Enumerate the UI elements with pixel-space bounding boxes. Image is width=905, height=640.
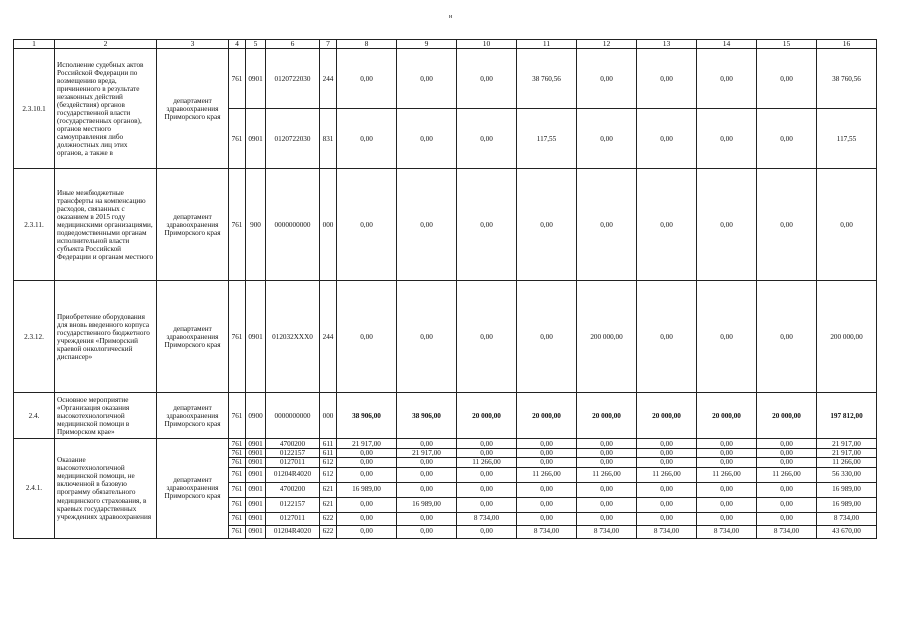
measure-name-cell bbox=[55, 393, 157, 439]
grbs-code: 761 bbox=[229, 525, 246, 538]
table-row bbox=[14, 49, 877, 109]
amount-cell: 0,00 bbox=[757, 49, 817, 109]
amount-cell: 20 000,00 bbox=[637, 393, 697, 439]
grbs-code: 761 bbox=[229, 458, 246, 467]
amount-cell: 0,00 bbox=[817, 169, 877, 281]
measure-name: Приобретение оборудования для вновь введенного корпуса государственного бюджетного учреждения «Приморский краевой онкологический диспансер» bbox=[57, 312, 150, 362]
target-article: 4700200 bbox=[266, 439, 320, 449]
table-row bbox=[14, 281, 877, 393]
target-article: 012032XXX0 bbox=[266, 281, 320, 393]
amount-cell: 8 734,00 bbox=[817, 512, 877, 525]
grbs-code: 761 bbox=[229, 482, 246, 497]
measure-name: Основное мероприятие «Организация оказания высокотехнологичной медицинской помощи в Приморском крае» bbox=[57, 395, 130, 436]
expense-type: 831 bbox=[320, 109, 337, 169]
amount-cell: 11 266,00 bbox=[637, 467, 697, 482]
column-number: 14 bbox=[697, 40, 757, 49]
amount-cell: 0,00 bbox=[337, 109, 397, 169]
amount-cell: 0,00 bbox=[457, 482, 517, 497]
amount-cell: 0,00 bbox=[577, 497, 637, 512]
amount-cell: 0,00 bbox=[757, 458, 817, 467]
measure-name-cell bbox=[55, 281, 157, 393]
target-article: 4700200 bbox=[266, 482, 320, 497]
expense-type: 000 bbox=[320, 393, 337, 439]
amount-cell: 0,00 bbox=[757, 512, 817, 525]
amount-cell: 0,00 bbox=[457, 281, 517, 393]
amount-cell: 8 734,00 bbox=[637, 525, 697, 538]
amount-cell: 0,00 bbox=[637, 49, 697, 109]
grbs-code: 761 bbox=[229, 497, 246, 512]
amount-cell: 0,00 bbox=[337, 467, 397, 482]
target-article: 0122157 bbox=[266, 449, 320, 458]
amount-cell: 0,00 bbox=[457, 49, 517, 109]
amount-cell: 8 734,00 bbox=[457, 512, 517, 525]
expense-type: 244 bbox=[320, 281, 337, 393]
target-article: 0120722030 bbox=[266, 109, 320, 169]
amount-cell: 0,00 bbox=[337, 497, 397, 512]
amount-cell: 0,00 bbox=[397, 458, 457, 467]
amount-cell: 0,00 bbox=[757, 497, 817, 512]
amount-cell: 0,00 bbox=[397, 49, 457, 109]
row-number: 2.3.12. bbox=[14, 281, 55, 393]
amount-cell: 197 812,00 bbox=[817, 393, 877, 439]
grbs-code: 761 bbox=[229, 281, 246, 393]
section-code: 0900 bbox=[246, 393, 266, 439]
section-code: 900 bbox=[246, 169, 266, 281]
amount-cell: 0,00 bbox=[457, 467, 517, 482]
executor: департамент здравоохранения Приморского края bbox=[157, 439, 229, 538]
grbs-code: 761 bbox=[229, 49, 246, 109]
amount-cell: 38 906,00 bbox=[337, 393, 397, 439]
row-number: 2.3.11. bbox=[14, 169, 55, 281]
amount-cell: 0,00 bbox=[397, 439, 457, 449]
amount-cell: 16 989,00 bbox=[397, 497, 457, 512]
amount-cell: 0,00 bbox=[757, 109, 817, 169]
executor: департамент здравоохранения Приморского края bbox=[157, 393, 229, 439]
section-code: 0901 bbox=[246, 525, 266, 538]
expense-type: 244 bbox=[320, 49, 337, 109]
amount-cell: 38 906,00 bbox=[397, 393, 457, 439]
section-code: 0901 bbox=[246, 109, 266, 169]
amount-cell: 0,00 bbox=[757, 482, 817, 497]
amount-cell: 0,00 bbox=[697, 512, 757, 525]
expense-type: 000 bbox=[320, 169, 337, 281]
column-number: 11 bbox=[517, 40, 577, 49]
amount-cell: 0,00 bbox=[637, 281, 697, 393]
amount-cell: 0,00 bbox=[457, 497, 517, 512]
amount-cell: 0,00 bbox=[397, 512, 457, 525]
table-row bbox=[14, 439, 877, 449]
page-number: н bbox=[449, 14, 453, 20]
amount-cell: 8 734,00 bbox=[757, 525, 817, 538]
column-number: 10 bbox=[457, 40, 517, 49]
amount-cell: 21 917,00 bbox=[337, 439, 397, 449]
amount-cell: 0,00 bbox=[637, 169, 697, 281]
section-code: 0901 bbox=[246, 281, 266, 393]
amount-cell: 200 000,00 bbox=[817, 281, 877, 393]
amount-cell: 21 917,00 bbox=[397, 449, 457, 458]
amount-cell: 0,00 bbox=[757, 439, 817, 449]
row-number: 2.3.10.1 bbox=[14, 49, 55, 169]
amount-cell: 0,00 bbox=[697, 458, 757, 467]
column-number: 9 bbox=[397, 40, 457, 49]
amount-cell: 56 330,00 bbox=[817, 467, 877, 482]
measure-name: Иные межбюджетные трансферты на компенсацию расходов, связанных с оказанием в 2015 году медицинскими организациями, подведомственными органам исполнительной власти субъекта Российской Федерации и органам местного bbox=[57, 188, 154, 262]
column-number: 6 bbox=[266, 40, 320, 49]
amount-cell: 0,00 bbox=[457, 439, 517, 449]
amount-cell: 117,55 bbox=[817, 109, 877, 169]
amount-cell: 0,00 bbox=[697, 281, 757, 393]
amount-cell: 0,00 bbox=[757, 281, 817, 393]
amount-cell: 0,00 bbox=[697, 109, 757, 169]
column-number: 13 bbox=[637, 40, 697, 49]
amount-cell: 0,00 bbox=[397, 467, 457, 482]
grbs-code: 761 bbox=[229, 439, 246, 449]
target-article: 0000000000 bbox=[266, 393, 320, 439]
row-number: 2.4.1. bbox=[14, 439, 55, 538]
amount-cell: 200 000,00 bbox=[577, 281, 637, 393]
amount-cell: 11 266,00 bbox=[697, 467, 757, 482]
column-number: 8 bbox=[337, 40, 397, 49]
measure-name: Оказание высокотехнологичной медицинской помощи, не включенной в базовую программу обязательного медицинского страхования, в краевых государственных учреждениях здравоохранения bbox=[57, 456, 152, 521]
amount-cell: 0,00 bbox=[577, 512, 637, 525]
column-number: 16 bbox=[817, 40, 877, 49]
amount-cell: 0,00 bbox=[337, 49, 397, 109]
table-row bbox=[14, 169, 877, 281]
amount-cell: 0,00 bbox=[397, 169, 457, 281]
budget-table bbox=[13, 39, 877, 539]
amount-cell: 43 670,00 bbox=[817, 525, 877, 538]
table-row bbox=[14, 393, 877, 439]
target-article: 0127011 bbox=[266, 512, 320, 525]
measure-name: Исполнение судебных актов Российской Федерации по возмещению вреда, причиненного в результате незаконных действий (бездействия) органов государственной власти (государственных органов), органов местного самоуправления либо должностных лиц этих органов, а также в bbox=[57, 60, 144, 158]
amount-cell: 0,00 bbox=[337, 449, 397, 458]
amount-cell: 8 734,00 bbox=[577, 525, 637, 538]
amount-cell: 20 000,00 bbox=[577, 393, 637, 439]
column-number: 1 bbox=[14, 40, 55, 49]
amount-cell: 0,00 bbox=[457, 169, 517, 281]
amount-cell: 16 989,00 bbox=[817, 497, 877, 512]
amount-cell: 20 000,00 bbox=[457, 393, 517, 439]
grbs-code: 761 bbox=[229, 109, 246, 169]
grbs-code: 761 bbox=[229, 467, 246, 482]
expense-type: 621 bbox=[320, 497, 337, 512]
amount-cell: 20 000,00 bbox=[757, 393, 817, 439]
amount-cell: 11 266,00 bbox=[517, 467, 577, 482]
amount-cell: 0,00 bbox=[697, 482, 757, 497]
amount-cell: 0,00 bbox=[577, 449, 637, 458]
amount-cell: 0,00 bbox=[577, 439, 637, 449]
column-number: 2 bbox=[55, 40, 157, 49]
amount-cell: 20 000,00 bbox=[697, 393, 757, 439]
target-article: 0127011 bbox=[266, 458, 320, 467]
amount-cell: 0,00 bbox=[637, 449, 697, 458]
amount-cell: 0,00 bbox=[697, 49, 757, 109]
column-number: 4 bbox=[229, 40, 246, 49]
expense-type: 622 bbox=[320, 525, 337, 538]
amount-cell: 117,55 bbox=[517, 109, 577, 169]
section-code: 0901 bbox=[246, 449, 266, 458]
amount-cell: 11 266,00 bbox=[817, 458, 877, 467]
expense-type: 612 bbox=[320, 458, 337, 467]
executor: департамент здравоохранения Приморского края bbox=[157, 49, 229, 169]
amount-cell: 0,00 bbox=[517, 449, 577, 458]
column-number: 5 bbox=[246, 40, 266, 49]
column-number: 15 bbox=[757, 40, 817, 49]
amount-cell: 0,00 bbox=[337, 512, 397, 525]
amount-cell: 0,00 bbox=[697, 439, 757, 449]
section-code: 0901 bbox=[246, 439, 266, 449]
target-article: 0000000000 bbox=[266, 169, 320, 281]
amount-cell: 0,00 bbox=[397, 281, 457, 393]
column-number: 7 bbox=[320, 40, 337, 49]
amount-cell: 0,00 bbox=[337, 458, 397, 467]
amount-cell: 0,00 bbox=[517, 497, 577, 512]
amount-cell: 8 734,00 bbox=[697, 525, 757, 538]
target-article: 0122157 bbox=[266, 497, 320, 512]
expense-type: 622 bbox=[320, 512, 337, 525]
column-number: 12 bbox=[577, 40, 637, 49]
amount-cell: 0,00 bbox=[397, 525, 457, 538]
amount-cell: 0,00 bbox=[457, 525, 517, 538]
amount-cell: 0,00 bbox=[517, 512, 577, 525]
grbs-code: 761 bbox=[229, 169, 246, 281]
amount-cell: 0,00 bbox=[577, 169, 637, 281]
header-row bbox=[14, 40, 877, 49]
amount-cell: 0,00 bbox=[757, 449, 817, 458]
expense-type: 612 bbox=[320, 467, 337, 482]
target-article: 0120722030 bbox=[266, 49, 320, 109]
column-number: 3 bbox=[157, 40, 229, 49]
amount-cell: 0,00 bbox=[697, 449, 757, 458]
amount-cell: 0,00 bbox=[637, 439, 697, 449]
amount-cell: 0,00 bbox=[517, 482, 577, 497]
amount-cell: 11 266,00 bbox=[757, 467, 817, 482]
amount-cell: 0,00 bbox=[457, 109, 517, 169]
amount-cell: 0,00 bbox=[337, 281, 397, 393]
executor: департамент здравоохранения Приморского края bbox=[157, 169, 229, 281]
row-number: 2.4. bbox=[14, 393, 55, 439]
amount-cell: 21 917,00 bbox=[817, 439, 877, 449]
section-code: 0901 bbox=[246, 512, 266, 525]
amount-cell: 16 989,00 bbox=[337, 482, 397, 497]
section-code: 0901 bbox=[246, 458, 266, 467]
amount-cell: 0,00 bbox=[337, 169, 397, 281]
amount-cell: 0,00 bbox=[517, 458, 577, 467]
target-article: 01204R4020 bbox=[266, 467, 320, 482]
amount-cell: 38 760,56 bbox=[817, 49, 877, 109]
amount-cell: 0,00 bbox=[757, 169, 817, 281]
grbs-code: 761 bbox=[229, 393, 246, 439]
amount-cell: 0,00 bbox=[577, 49, 637, 109]
amount-cell: 0,00 bbox=[637, 512, 697, 525]
measure-name-cell bbox=[55, 439, 157, 538]
amount-cell: 8 734,00 bbox=[517, 525, 577, 538]
expense-type: 621 bbox=[320, 482, 337, 497]
amount-cell: 0,00 bbox=[397, 109, 457, 169]
grbs-code: 761 bbox=[229, 512, 246, 525]
expense-type: 611 bbox=[320, 439, 337, 449]
amount-cell: 0,00 bbox=[637, 497, 697, 512]
amount-cell: 20 000,00 bbox=[517, 393, 577, 439]
amount-cell: 0,00 bbox=[517, 281, 577, 393]
section-code: 0901 bbox=[246, 482, 266, 497]
amount-cell: 0,00 bbox=[697, 169, 757, 281]
amount-cell: 0,00 bbox=[337, 525, 397, 538]
expense-type: 611 bbox=[320, 449, 337, 458]
amount-cell: 0,00 bbox=[517, 439, 577, 449]
amount-cell: 16 989,00 bbox=[817, 482, 877, 497]
amount-cell: 0,00 bbox=[637, 109, 697, 169]
amount-cell: 0,00 bbox=[457, 449, 517, 458]
grbs-code: 761 bbox=[229, 449, 246, 458]
amount-cell: 0,00 bbox=[517, 169, 577, 281]
measure-name-cell bbox=[55, 169, 157, 281]
amount-cell: 0,00 bbox=[637, 458, 697, 467]
amount-cell: 11 266,00 bbox=[457, 458, 517, 467]
section-code: 0901 bbox=[246, 49, 266, 109]
amount-cell: 11 266,00 bbox=[577, 467, 637, 482]
target-article: 01204R4020 bbox=[266, 525, 320, 538]
amount-cell: 0,00 bbox=[577, 109, 637, 169]
amount-cell: 0,00 bbox=[697, 497, 757, 512]
amount-cell: 0,00 bbox=[577, 482, 637, 497]
amount-cell: 38 760,56 bbox=[517, 49, 577, 109]
amount-cell: 0,00 bbox=[577, 458, 637, 467]
executor: департамент здравоохранения Приморского края bbox=[157, 281, 229, 393]
amount-cell: 0,00 bbox=[397, 482, 457, 497]
amount-cell: 0,00 bbox=[637, 482, 697, 497]
amount-cell: 21 917,00 bbox=[817, 449, 877, 458]
section-code: 0901 bbox=[246, 497, 266, 512]
section-code: 0901 bbox=[246, 467, 266, 482]
measure-name-cell bbox=[55, 49, 157, 169]
